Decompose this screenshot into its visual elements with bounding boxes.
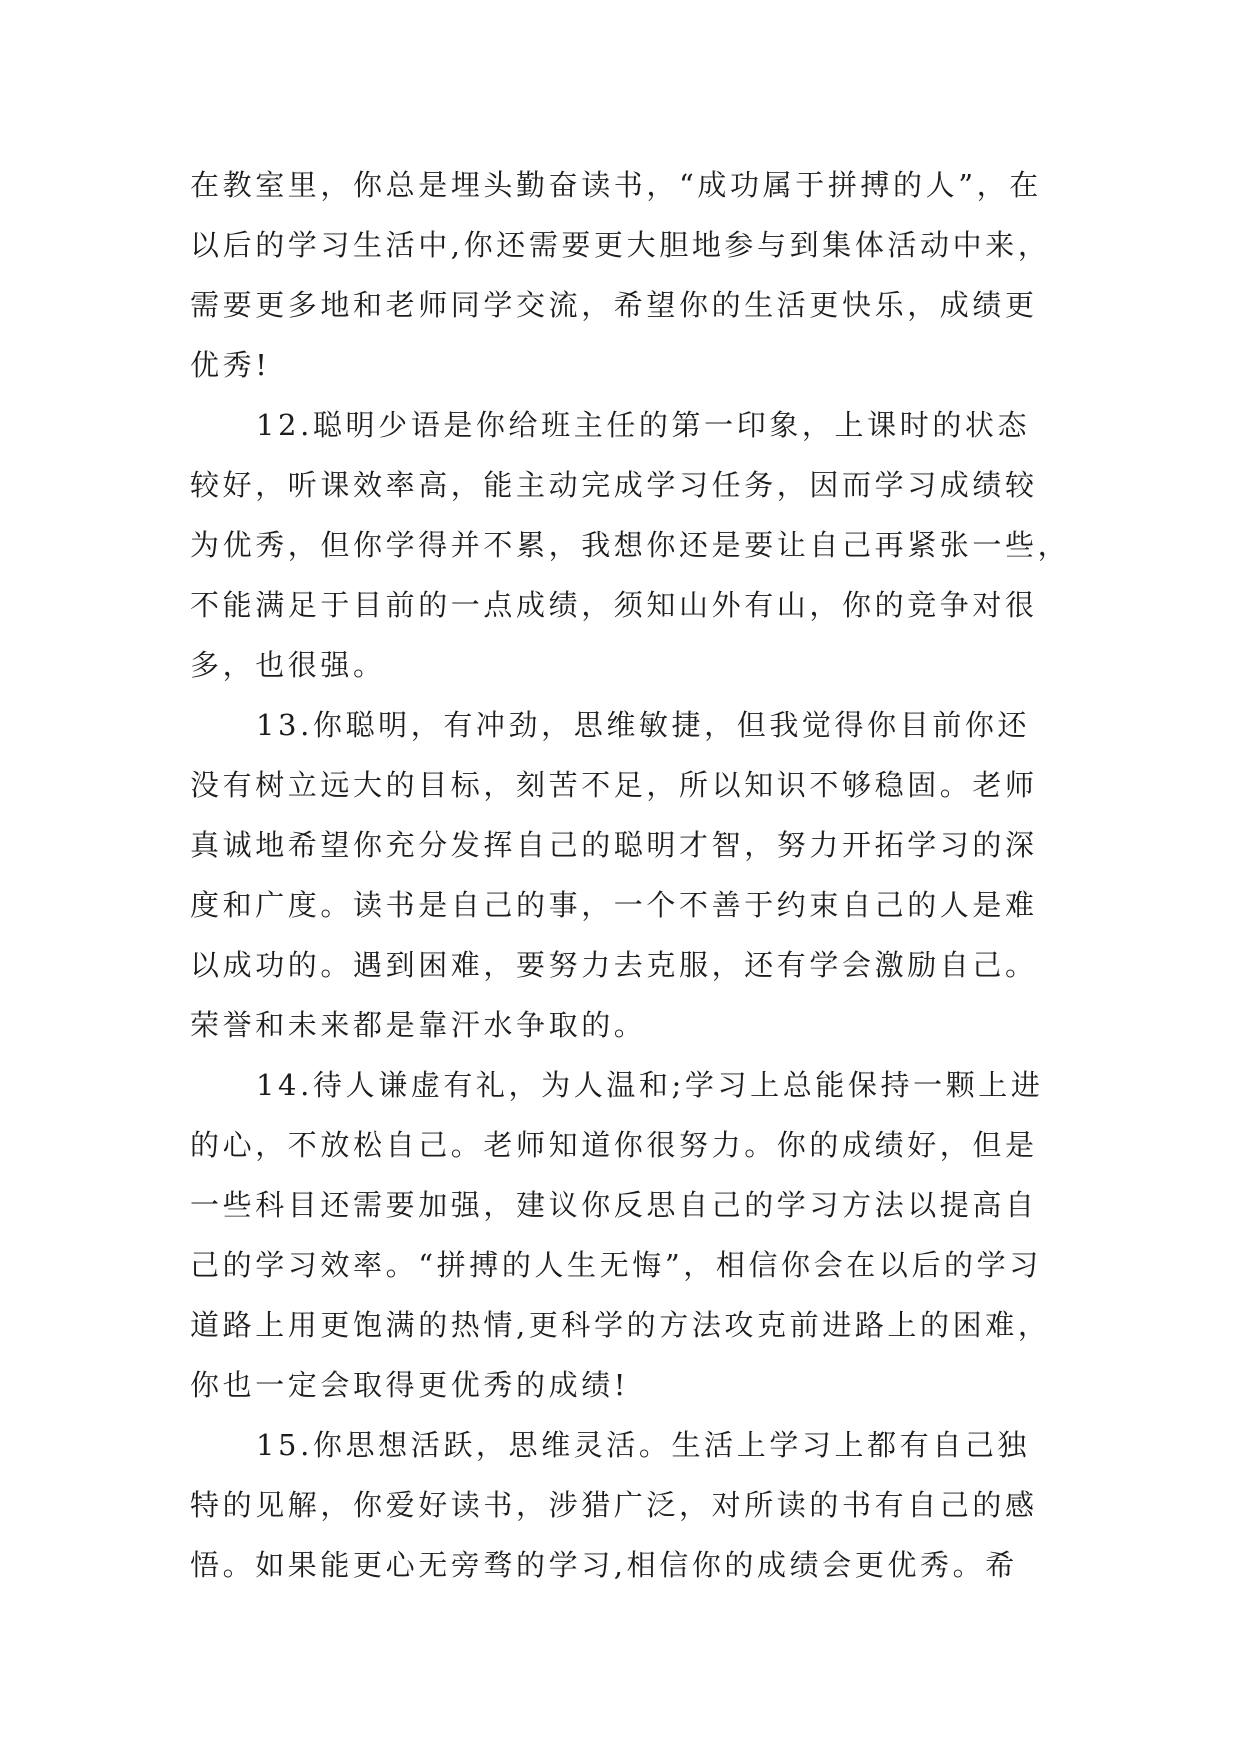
text-line: 多，也很强。 — [190, 648, 386, 682]
paragraph-15-first-line: 15.你思想活跃，思维灵活。生活上学习上都有自己独 — [256, 1428, 1031, 1462]
text-line: 度和广度。读书是自己的事，一个不善于约束自己的人是难 — [190, 888, 1038, 922]
text-line: 为优秀，但你学得并不累，我想你还是要让自己再紧张一些， — [190, 528, 1071, 562]
text-line: 较好，听课效率高，能主动完成学习任务，因而学习成绩较 — [190, 468, 1038, 502]
text-line: 优秀! — [190, 348, 271, 382]
text-line: 道路上用更饱满的热情,更科学的方法攻克前进路上的困难， — [190, 1308, 1051, 1342]
text-line: 需要更多地和老师同学交流，希望你的生活更快乐，成绩更 — [190, 288, 1038, 322]
paragraph-14-first-line: 14.待人谦虚有礼，为人温和;学习上总能保持一颗上进 — [256, 1068, 1044, 1102]
text-line: 特的见解，你爱好读书，涉猎广泛，对所读的书有自己的感 — [190, 1488, 1038, 1522]
text-line: 荣誉和未来都是靠汗水争取的。 — [190, 1008, 647, 1042]
text-line: 在教室里，你总是埋头勤奋读书，“成功属于拼搏的人”，在 — [190, 168, 1042, 202]
text-line: 的心，不放松自己。老师知道你很努力。你的成绩好，但是 — [190, 1128, 1038, 1162]
text-line: 己的学习效率。“拼搏的人生无悔”，相信你会在以后的学习 — [190, 1248, 1042, 1282]
text-line: 以后的学习生活中,你还需要更大胆地参与到集体活动中来， — [190, 228, 1051, 262]
text-line: 一些科目还需要加强，建议你反思自己的学习方法以提高自 — [190, 1188, 1038, 1222]
text-line: 不能满足于目前的一点成绩，须知山外有山，你的竞争对很 — [190, 588, 1038, 622]
text-line: 真诚地希望你充分发挥自己的聪明才智，努力开拓学习的深 — [190, 828, 1038, 862]
paragraph-12-first-line: 12.聪明少语是你给班主任的第一印象，上课时的状态 — [256, 408, 1031, 442]
text-line: 没有树立远大的目标，刻苦不足，所以知识不够稳固。老师 — [190, 768, 1038, 802]
text-line: 悟。如果能更心无旁骛的学习,相信你的成绩会更优秀。希 — [190, 1548, 1018, 1582]
text-line: 以成功的。遇到困难，要努力去克服，还有学会激励自己。 — [190, 948, 1038, 982]
paragraph-13-first-line: 13.你聪明，有冲劲，思维敏捷，但我觉得你目前你还 — [256, 708, 1031, 742]
text-line: 你也一定会取得更优秀的成绩! — [190, 1368, 630, 1402]
